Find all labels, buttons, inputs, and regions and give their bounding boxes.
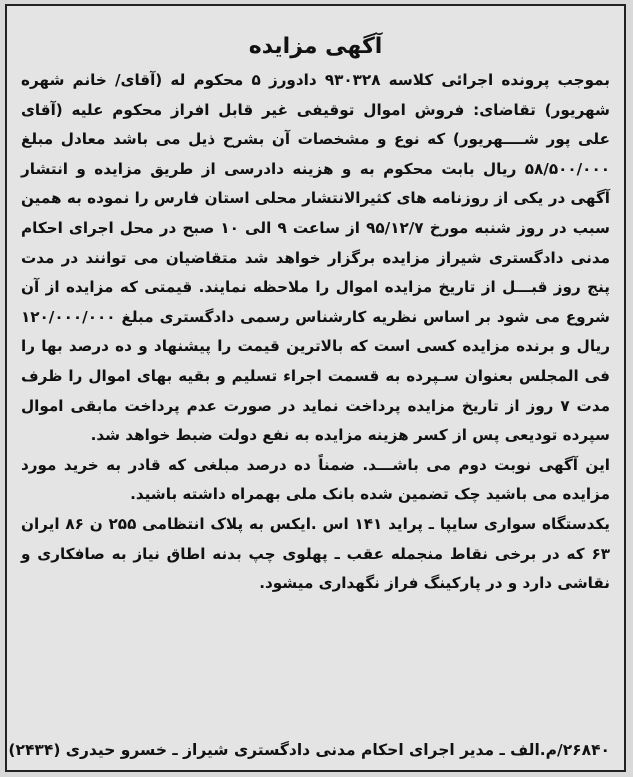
notice-body: [21, 66, 610, 599]
notice-paragraph-second-round: این آگهی نوبت دوم می باشـــد. ضمناً ده درصد مبلغی که قادر به خرید مورد مزایده می باشید چک تضمین شده بانک ملی بهمراه داشته باشید.: [21, 455, 610, 504]
notice-title: آگهی مزایده: [248, 34, 383, 59]
notice-paragraph-vehicle: یکدستگاه سواری سایپا ـ پراید ۱۴۱ اس .ایکس به پلاک انتظامی ۲۵۵ ن ۸۶ ایران ۶۳ که در برخی نقاط منجمله عقب ـ پهلوی چپ بدنه اطاق نیاز به صافکاری و نقاشی دارد و در پارکینگ فراز نگهداری میشود.: [21, 514, 610, 593]
notice-paragraph-main: بموجب پرونده اجرائی کلاسه ۹۳۰۳۲۸ دادورز ۵ محکوم له (آقای/ خانم شهره شهریور) تقاضای: فروش اموال توقیفی غیر قابل افراز محکوم علیه (آقای علی پور شــــهریور) که نوع و مشخصات آن بشرح ذیل می باشد معادل مبلغ ۵۸/۵۰۰/۰۰۰ ریال بابت محکوم به و هزینه دادرسی از طریق مزایده و انتشار آگهی در یکی از روزنامه های کثیرالانتشار محلی استان فارس را نموده به همین سبب در روز شنبه مورخ ۹۵/۱۲/۷ از ساعت ۹ الی ۱۰ صبح در محل اجرای احکام مدنی دادگستری شیراز مزایده برگزار خواهد شد متقاضیان می توانند در مدت پنج روز قبـــل از تاریخ مزایده اموال را ملاحظه نمایند. قیمتی که مزایده از آن شروع می شود بر اساس نظریه کارشناس رسمی دادگستری مبلغ ۱۲۰/۰۰۰/۰۰۰ ریال و برنده مزایده کسی است که بالاترین قیمت را پیشنهاد و ده درصد بها را فی المجلس بعنوان سـپرده به قسمت اجراء تسلیم و بقیه بهای اموال را ظرف مدت ۷ روز از تاریخ مزایده پرداخت نماید در صورت عدم پرداخت مابقی اموال سپرده تودیعی پس از کسر هزینه مزایده به نفع دولت ضبط خواهد شد.: [21, 71, 610, 445]
auction-notice: [5, 4, 626, 772]
notice-footer-signature: ۲۶۸۴۰/م.الف ـ مدیر اجرای احکام مدنی دادگستری شیراز ـ خسرو حیدری (۲۴۳۴): [8, 741, 610, 759]
